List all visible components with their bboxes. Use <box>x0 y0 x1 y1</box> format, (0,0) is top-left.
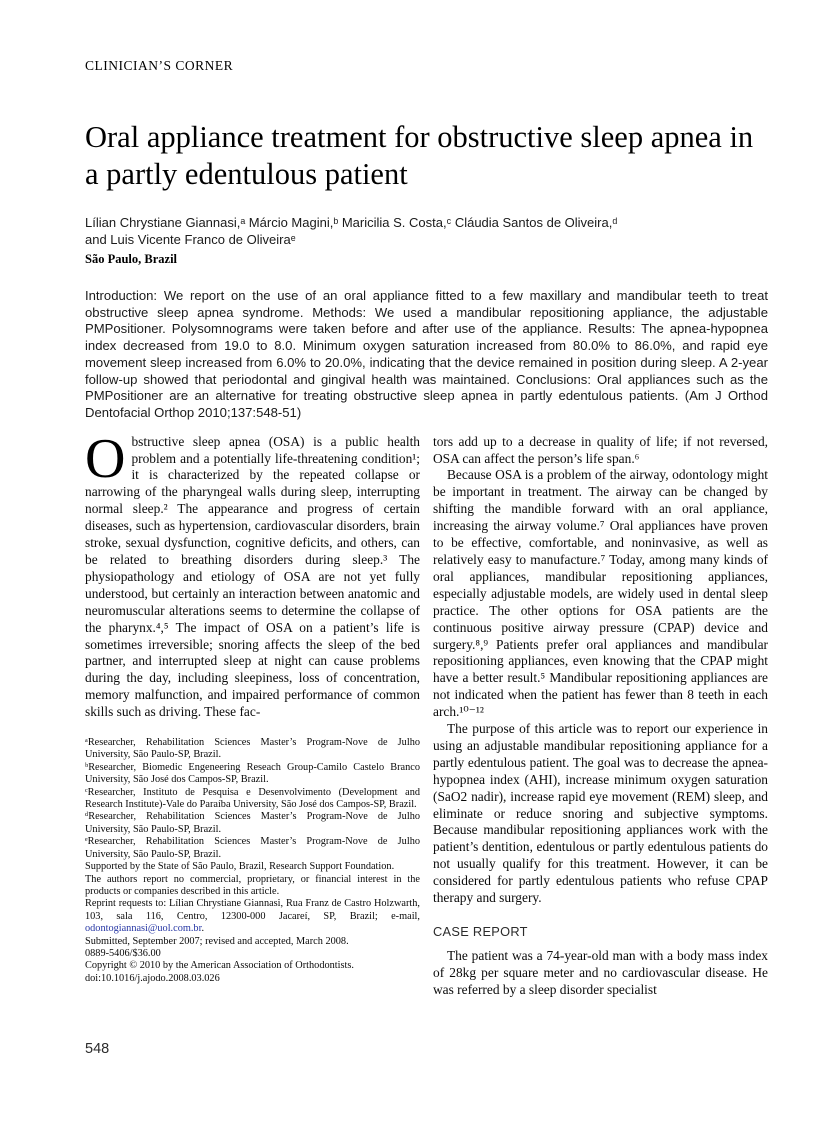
section-eyebrow: CLINICIAN’S CORNER <box>85 58 234 73</box>
footnote-affiliation-a: ᵃResearcher, Rehabilitation Sciences Master’s Program-Nove de Julho University, São Paulo-SP, Brazil. <box>85 737 420 761</box>
body-paragraph: The purpose of this article was to report our experience in using an adjustable mandibular repositioning appliance for a partly edentulous patient. The goal was to decrease the apnea-hypopnea index (AHI), increase minimum oxygen saturation (SaO2 nadir), increase rapid eye movement (REM) sleep, and eliminate or reduce snoring and subjective symptoms. Because mandibular repositioning appliances work with the patient’s dentition, edentulous or partly edentulous patients do not usually qualify for this treatment. However, it can be considered for partly edentulous patients who refuse CPAP therapy and surgery. <box>433 721 768 906</box>
footnote-affiliation-e: ᵉResearcher, Rehabilitation Sciences Master’s Program-Nove de Julho University, São Paulo-SP, Brazil. <box>85 836 420 860</box>
right-column-text <box>433 434 768 999</box>
reprint-text: Reprint requests to: Lílian Chrystiane Giannasi, Rua Franz de Castro Holzwarth, 103, sala 116, Centro, 12300-000 Jacareí, SP, Brazil; e-mail, <box>85 898 420 922</box>
intro-paragraph <box>85 427 420 721</box>
footnote-affiliation-c: ᶜResearcher, Instituto de Pesquisa e Desenvolvimento (Development and Research Institute)-Vale do Paraíba University, São José dos Campos-SP, Brazil. <box>85 786 420 811</box>
footnote-affiliation-b: ᵇResearcher, Biomedic Engeneering Reseach Group-Camilo Castelo Branco University, São José dos Campos-SP, Brazil. <box>85 761 420 786</box>
two-column-body <box>85 427 768 999</box>
left-column <box>85 427 420 999</box>
case-report-paragraph: The patient was a 74-year-old man with a body mass index of 28kg per square meter and no cardiovascular disease. He was referred by a sleep disorder specialist <box>433 948 768 997</box>
footnote-reprint <box>85 898 420 935</box>
right-column <box>433 434 768 999</box>
dropcap-letter: O <box>85 427 126 490</box>
reprint-text-end: . <box>201 923 205 935</box>
author-line-2: and Luis Vicente Franco de Oliveiraᵉ <box>85 232 296 247</box>
case-report-heading: CASE REPORT <box>433 924 528 939</box>
intro-paragraph-text: bstructive sleep apnea (OSA) is a public health problem and a potentially life-threatening condition¹; it is characterized by the repeated collapse or narrowing of the pharyngeal walls during sleep, interrupting normal sleep.² The appearance and progress of certain diseases, such as hypertension, cardiovascular disorders, brain stroke, sexual dysfunction, cognitive deficits, and others, can be related to breathing disorders during sleep.³ The physiopathology and etiology of OSA are not yet fully understood, but certainly an interaction between anatomic and neuromuscular alterations seems to determine the collapse of the pharynx.⁴,⁵ The impact of OSA on a patient’s life is sometimes irreversible; snoring affects the sleep of the bed partner, and interrupted sleep at night can cause problems during the day, including sleepiness, loss of concentration, memory malfunction, and impaired performance of common skills such as driving. These fac- <box>85 433 420 720</box>
footnote-block <box>85 737 420 985</box>
email-link[interactable]: odontogiannasi@uol.com.br <box>85 923 202 935</box>
footnote-doi: doi:10.1016/j.ajodo.2008.03.026 <box>85 972 220 984</box>
author-line-1: Lílian Chrystiane Giannasi,ᵃ Márcio Magini,ᵇ Maricilia S. Costa,ᶜ Cláudia Santos de Oliveira,ᵈ <box>85 215 618 230</box>
footnote-affiliation-d: ᵈResearcher, Rehabilitation Sciences Master’s Program-Nove de Julho University, São Paulo-SP, Brazil. <box>85 811 420 835</box>
author-location: São Paulo, Brazil <box>85 252 178 266</box>
body-paragraph: Because OSA is a problem of the airway, odontology might be important in treatment. The airway can be changed by shifting the mandible forward with an oral appliance, increasing the airway volume.⁷ Oral appliances have proven to be effective, comfortable, and noninvasive, as well as relatively easy to manufacture.⁷ Today, among many kinds of oral appliances, mandibular repositioning appliances, especially adjustable models, are widely used in dental sleep practice. The other options for OSA patients are the continuous positive airway pressure (CPAP) device and surgery.⁸,⁹ Patients prefer oral appliances and mandibular repositioning appliances, even knowing that the CPAP might have a better result.⁵ Mandibular repositioning appliances are not indicated when the patient has fewer than 8 teeth in each arch.¹⁰⁻¹² <box>433 467 768 720</box>
footnote-disclosure: The authors report no commercial, proprietary, or financial interest in the products or companies described in this article. <box>85 873 420 897</box>
footnote-issn: 0889-5406/$36.00 <box>85 947 161 959</box>
abstract-paragraph: Introduction: We report on the use of an oral appliance fitted to a few maxillary and mandibular teeth to treat obstructive sleep apnea syndrome. Methods: We used a mandibular repositioning appliance, the adjustable PMPositioner. Polysomnograms were taken before and after use of the appliance. Results: The apnea-hypopnea index decreased from 19.0 to 8.0. Minimum oxygen saturation increased from 80.0% to 86.0%, and rapid eye movement sleep increased from 6.0% to 20.0%, indicating that the device remained in position during sleep. A 2-year follow-up showed that periodontal and gingival health was maintained. Conclusions: Oral appliances such as the PMPositioner are an alternative for treating obstructive sleep apnea in partly edentulous patients. (Am J Orthod Dentofacial Orthop 2010;137:548-51) <box>85 288 768 420</box>
footnote-submitted: Submitted, September 2007; revised and accepted, March 2008. <box>85 935 349 947</box>
body-paragraph: tors add up to a decrease in quality of life; if not reversed, OSA can affect the person’s life span.⁶ <box>433 433 768 466</box>
footnote-support: Supported by the State of São Paulo, Brazil, Research Support Foundation. <box>85 861 395 873</box>
footnote-copyright: Copyright © 2010 by the American Association of Orthodontists. <box>85 960 354 972</box>
article-title: Oral appliance treatment for obstructive sleep apnea in a partly edentulous patient <box>85 120 754 191</box>
page-number: 548 <box>85 1041 110 1057</box>
author-byline <box>85 214 768 248</box>
